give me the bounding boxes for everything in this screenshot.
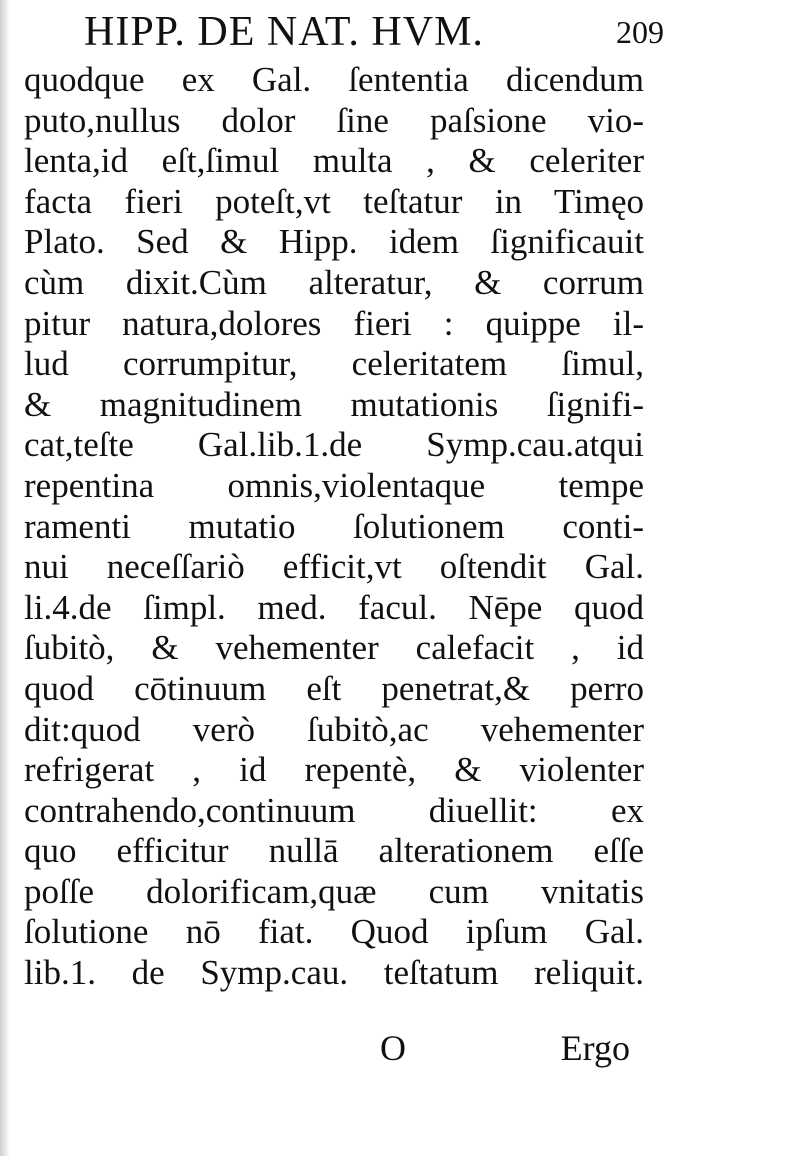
text-line: pitur natura,dolores fieri : quippe il- [24, 303, 644, 343]
text-line: quo efficitur nullā alterationem eſſe [24, 831, 644, 871]
text-line: nui neceſſariò efficit,vt oſtendit Gal. [24, 547, 644, 587]
page-header [84, 8, 664, 56]
text-line: facta fieri poteſt,vt teſtatur in Timęo [24, 181, 644, 221]
text-line: quodque ex Gal. ſententia dicendum [24, 60, 644, 99]
page-footer [380, 1026, 630, 1074]
text-line: ramenti mutatio ſolutionem conti- [24, 506, 644, 546]
text-line: refrigerat , id repentè, & violenter [24, 750, 644, 790]
text-line: li.4.de ſimpl. med. facul. Nēpe quod [24, 587, 644, 627]
text-line: lenta,id eſt,ſimul multa , & celeriter [24, 141, 644, 181]
signature-mark: O [380, 1028, 406, 1068]
text-line: repentina omnis,violentaque tempe [24, 465, 644, 505]
text-line: ſolutione nō fiat. Quod ipſum Gal. [24, 912, 644, 952]
catchword: Ergo [560, 1028, 630, 1068]
page-gutter-edge [0, 0, 10, 1156]
text-line: Plato. Sed & Hipp. idem ſignificauit [24, 222, 644, 262]
text-line: & magnitudinem mutationis ſignifi- [24, 384, 644, 424]
text-line: lib.1. de Symp.cau. teſtatum reliquit. [24, 953, 644, 993]
text-line: puto,nullus dolor ſine paſsione vio- [24, 100, 644, 140]
text-line: cat,teſte Gal.lib.1.de Symp.cau.atqui [24, 425, 644, 465]
text-line: quod cōtinuum eſt penetrat,& perro [24, 668, 644, 708]
text-line: contrahendo,continuum diuellit: ex [24, 790, 644, 830]
text-line: poſſe dolorificam,quæ cum vnitatis [24, 871, 644, 911]
text-line: cùm dixit.Cùm alteratur, & corrum [24, 262, 644, 302]
running-head: HIPP. DE NAT. HVM. [84, 9, 484, 55]
text-line: ſubitò, & vehementer calefacit , id [24, 628, 644, 668]
body-text [24, 60, 644, 994]
page-number: 209 [616, 14, 664, 50]
text-line: lud corrumpitur, celeritatem ſimul, [24, 344, 644, 384]
text-line: dit:quod verò ſubitò,ac vehementer [24, 709, 644, 749]
